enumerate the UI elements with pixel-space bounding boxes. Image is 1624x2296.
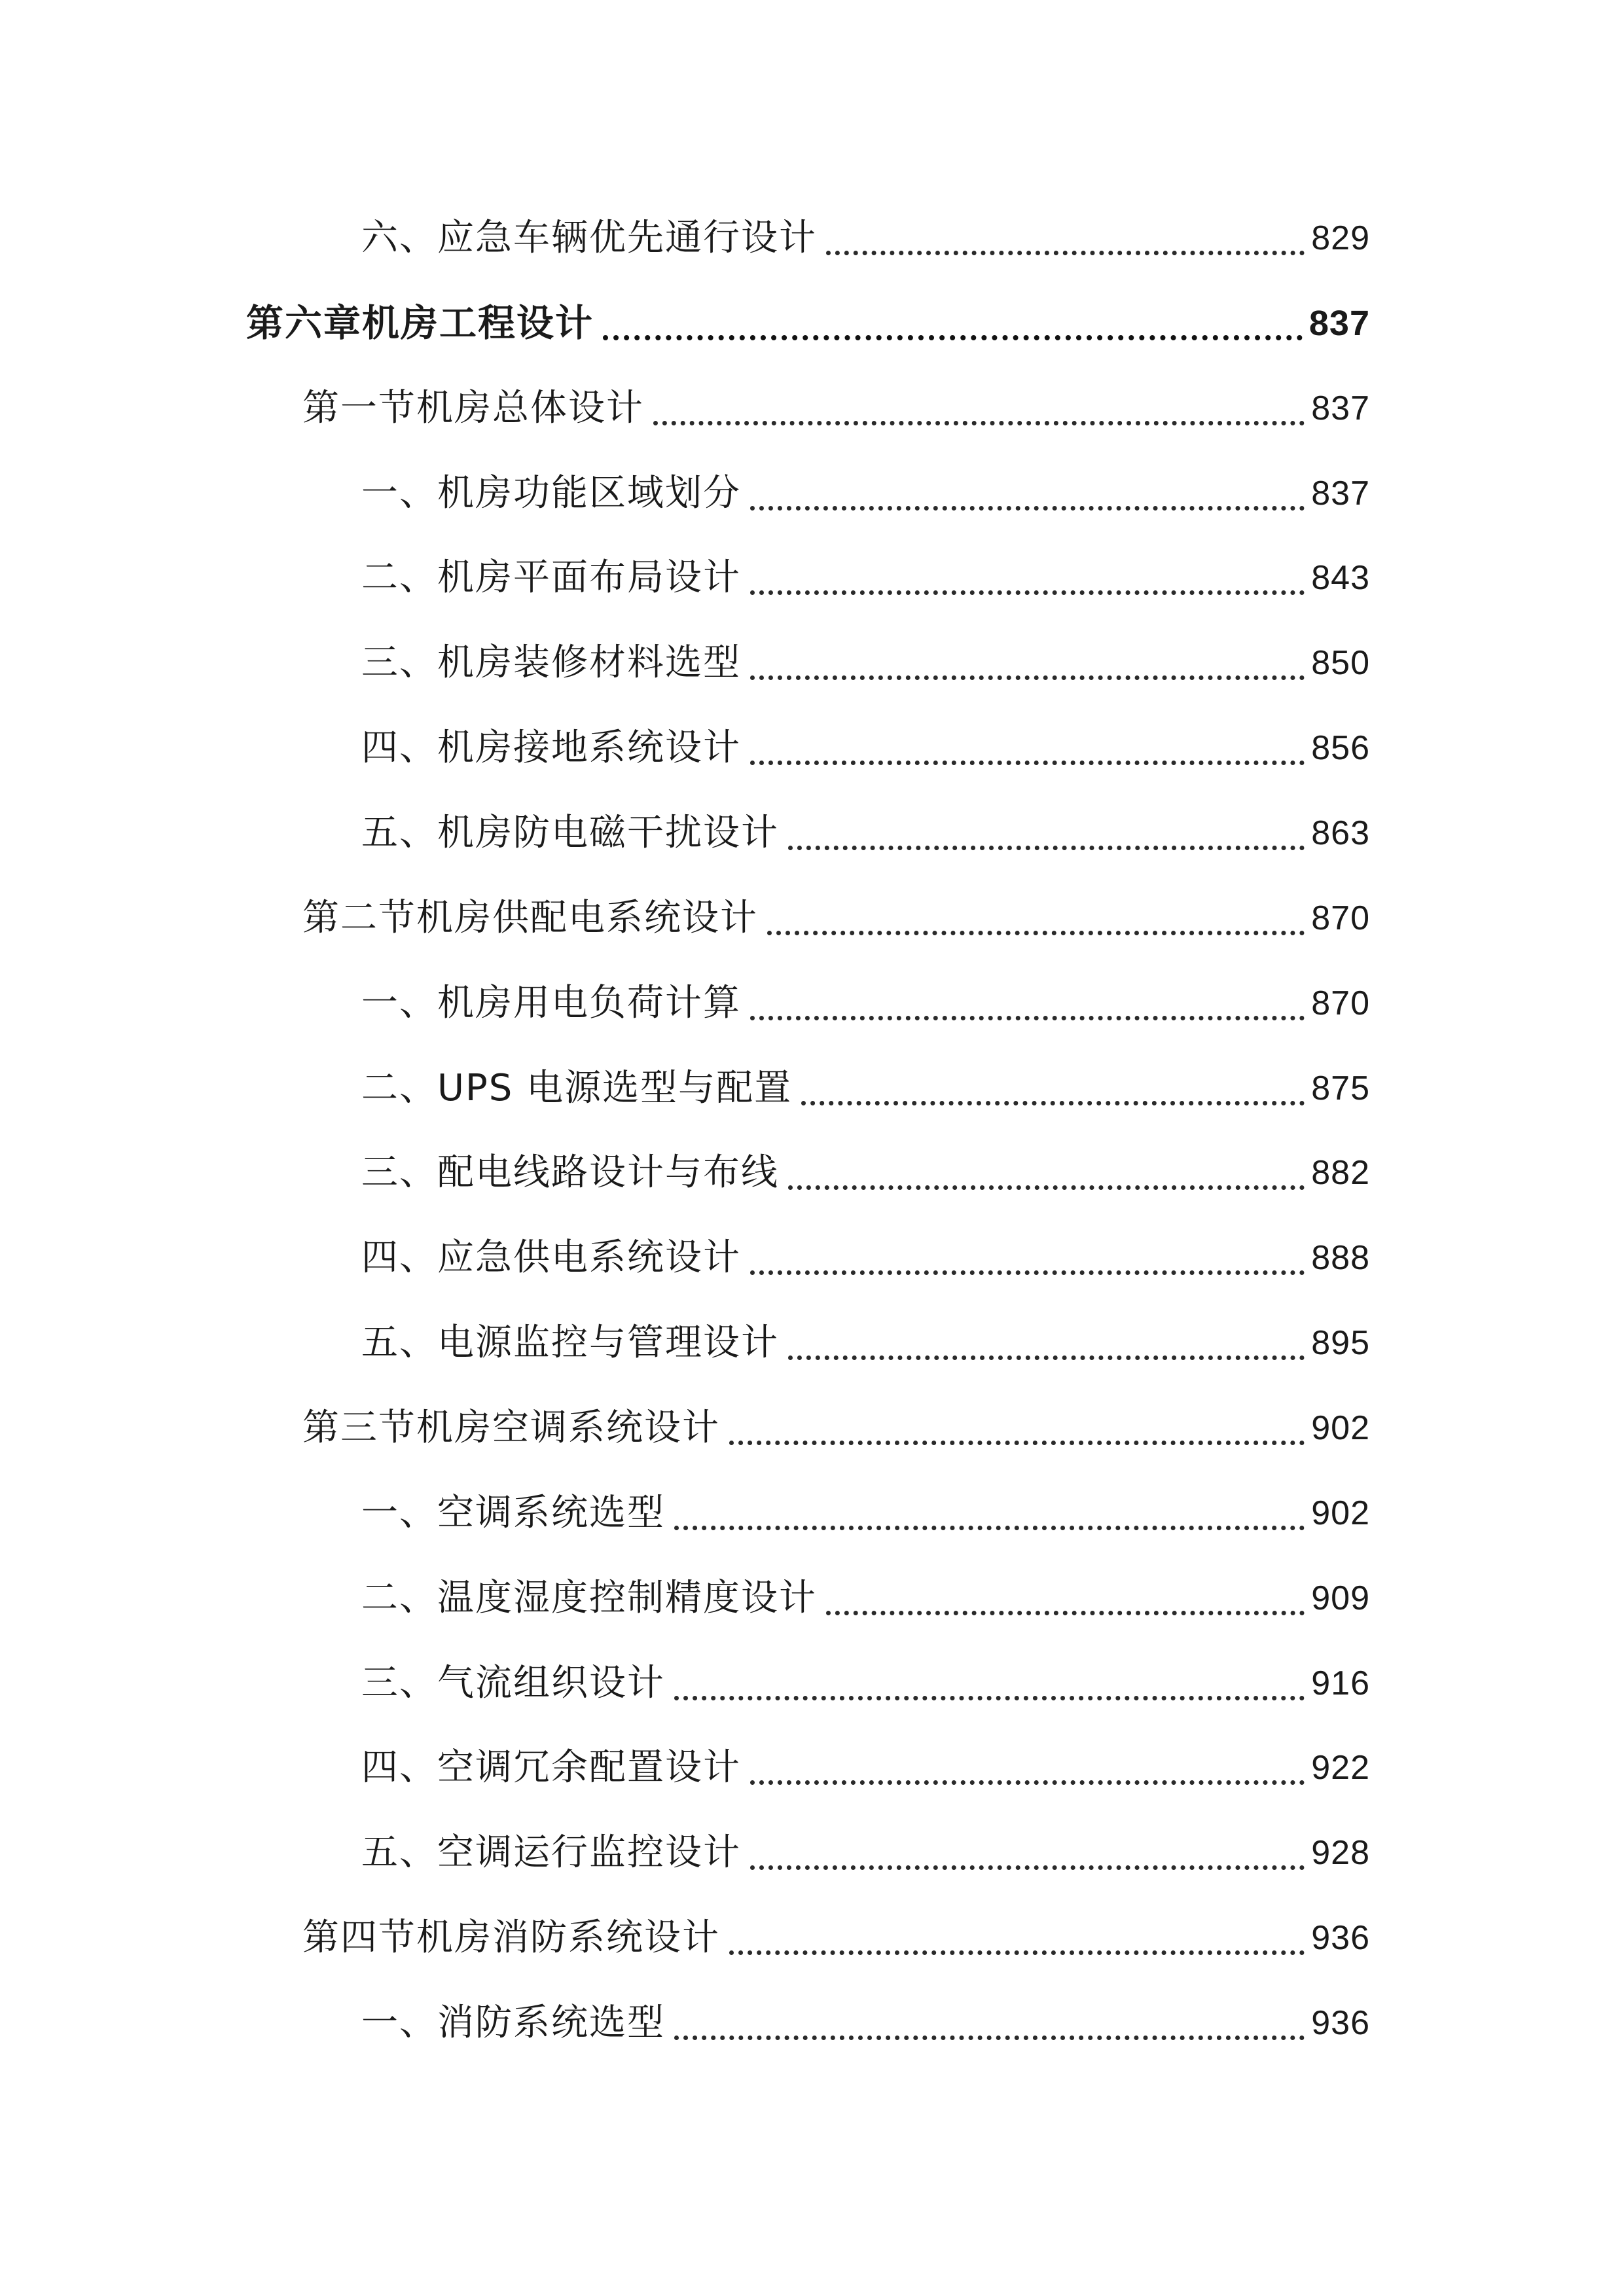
dot-leader — [750, 761, 1305, 765]
toc-entry-page: 936 — [1311, 1919, 1370, 1957]
toc-entry-page: 922 — [1311, 1749, 1370, 1787]
toc-entry[interactable] — [361, 1480, 1370, 1546]
toc-entry-title: 四、机房接地系统设计 — [361, 726, 741, 769]
toc-section-entry[interactable] — [302, 376, 1370, 441]
toc-entry-page: 909 — [1311, 1579, 1370, 1617]
toc-entry-page: 902 — [1311, 1494, 1370, 1532]
toc-entry-page: 863 — [1311, 814, 1370, 852]
toc-entry-page: 870 — [1311, 984, 1370, 1022]
dot-leader — [750, 590, 1305, 595]
toc-entry-title: 三、气流组织设计 — [361, 1662, 665, 1704]
toc-entry-page: 916 — [1311, 1664, 1370, 1702]
toc-entry-page: 856 — [1311, 729, 1370, 767]
toc-entry[interactable] — [361, 1225, 1370, 1291]
toc-entry-page: 888 — [1311, 1239, 1370, 1277]
toc-entry-page: 928 — [1311, 1834, 1370, 1872]
toc-entry[interactable] — [361, 971, 1370, 1036]
toc-entry-title: 三、配电线路设计与布线 — [361, 1151, 779, 1194]
toc-entry-page: 837 — [1308, 304, 1370, 343]
toc-section-entry[interactable] — [302, 1905, 1370, 1971]
toc-entry-title: 五、空调运行监控设计 — [361, 1831, 741, 1874]
toc-entry[interactable] — [361, 1735, 1370, 1801]
toc-entry-page: 870 — [1311, 899, 1370, 937]
dot-leader — [801, 1101, 1305, 1105]
toc-entry-page: 875 — [1311, 1069, 1370, 1107]
toc-entry-title: 一、空调系统选型 — [361, 1492, 665, 1534]
toc-entry-title: 一、消防系统选型 — [361, 2001, 665, 2044]
dot-leader — [788, 1185, 1305, 1190]
toc-entry-title: 六、应急车辆优先通行设计 — [361, 217, 817, 259]
dot-leader — [767, 931, 1305, 935]
dot-leader — [750, 1270, 1305, 1275]
toc-entry[interactable] — [361, 1990, 1370, 2056]
toc-section-entry[interactable] — [302, 886, 1370, 951]
toc-entry[interactable] — [361, 545, 1370, 611]
dot-leader — [674, 2036, 1305, 2040]
dot-leader — [826, 251, 1305, 255]
dot-leader — [788, 846, 1305, 850]
toc-entry-title: 二、温度湿度控制精度设计 — [361, 1577, 817, 1619]
toc-entry-title: 第四节机房消防系统设计 — [302, 1916, 720, 1959]
toc-chapter-entry[interactable] — [246, 291, 1370, 356]
dot-leader — [750, 675, 1305, 680]
toc-entry-title: 五、电源监控与管理设计 — [361, 1321, 779, 1364]
toc-entry[interactable] — [361, 1651, 1370, 1716]
toc-entry-title: 四、空调冗余配置设计 — [361, 1746, 741, 1789]
dot-leader — [788, 1355, 1305, 1360]
dot-leader — [750, 506, 1305, 511]
toc-entry[interactable] — [361, 630, 1370, 696]
dot-leader — [729, 1441, 1305, 1445]
toc-entry[interactable] — [361, 1056, 1370, 1121]
toc-entry-title: 第一节机房总体设计 — [302, 387, 644, 429]
toc-entry-title: 五、机房防电磁干扰设计 — [361, 812, 779, 854]
dot-leader — [674, 1526, 1305, 1530]
toc-entry-title: 二、UPS 电源选型与配置 — [361, 1067, 793, 1109]
dot-leader — [603, 335, 1303, 340]
toc-entry-page: 850 — [1311, 644, 1370, 682]
toc-entry[interactable] — [361, 206, 1370, 271]
toc-entry[interactable] — [361, 1820, 1370, 1886]
toc-entry-page: 936 — [1311, 2004, 1370, 2042]
toc-entry-title: 一、机房用电负荷计算 — [361, 982, 741, 1024]
toc-entry-title: 第二节机房供配电系统设计 — [302, 897, 758, 939]
toc-entry[interactable] — [361, 1310, 1370, 1376]
toc-entry[interactable] — [361, 800, 1370, 866]
toc-entry[interactable] — [361, 1566, 1370, 1631]
toc-entry-title: 四、应急供电系统设计 — [361, 1236, 741, 1279]
dot-leader — [674, 1696, 1305, 1700]
toc-entry[interactable] — [361, 1140, 1370, 1206]
dot-leader — [729, 1950, 1305, 1955]
dot-leader — [750, 1780, 1305, 1785]
toc-entry-page: 895 — [1311, 1324, 1370, 1362]
dot-leader — [653, 421, 1305, 425]
toc-entry-title: 三、机房装修材料选型 — [361, 641, 741, 684]
dot-leader — [826, 1611, 1305, 1615]
toc-entry-title: 第三节机房空调系统设计 — [302, 1407, 720, 1449]
toc-entry-page: 843 — [1311, 559, 1370, 597]
toc-entry-title: 二、机房平面布局设计 — [361, 556, 741, 599]
toc-entry-page: 837 — [1311, 389, 1370, 427]
dot-leader — [750, 1016, 1305, 1020]
toc-entry-title: 第六章机房工程设计 — [246, 302, 594, 345]
dot-leader — [750, 1865, 1305, 1870]
toc-entry-title: 一、机房功能区域划分 — [361, 472, 741, 514]
toc-section-entry[interactable] — [302, 1395, 1370, 1461]
toc-entry-page: 882 — [1311, 1154, 1370, 1192]
toc-entry[interactable] — [361, 715, 1370, 781]
toc-entry-page: 829 — [1311, 219, 1370, 257]
toc-entry-page: 902 — [1311, 1409, 1370, 1447]
toc-entry[interactable] — [361, 461, 1370, 526]
toc-entry-page: 837 — [1311, 475, 1370, 512]
